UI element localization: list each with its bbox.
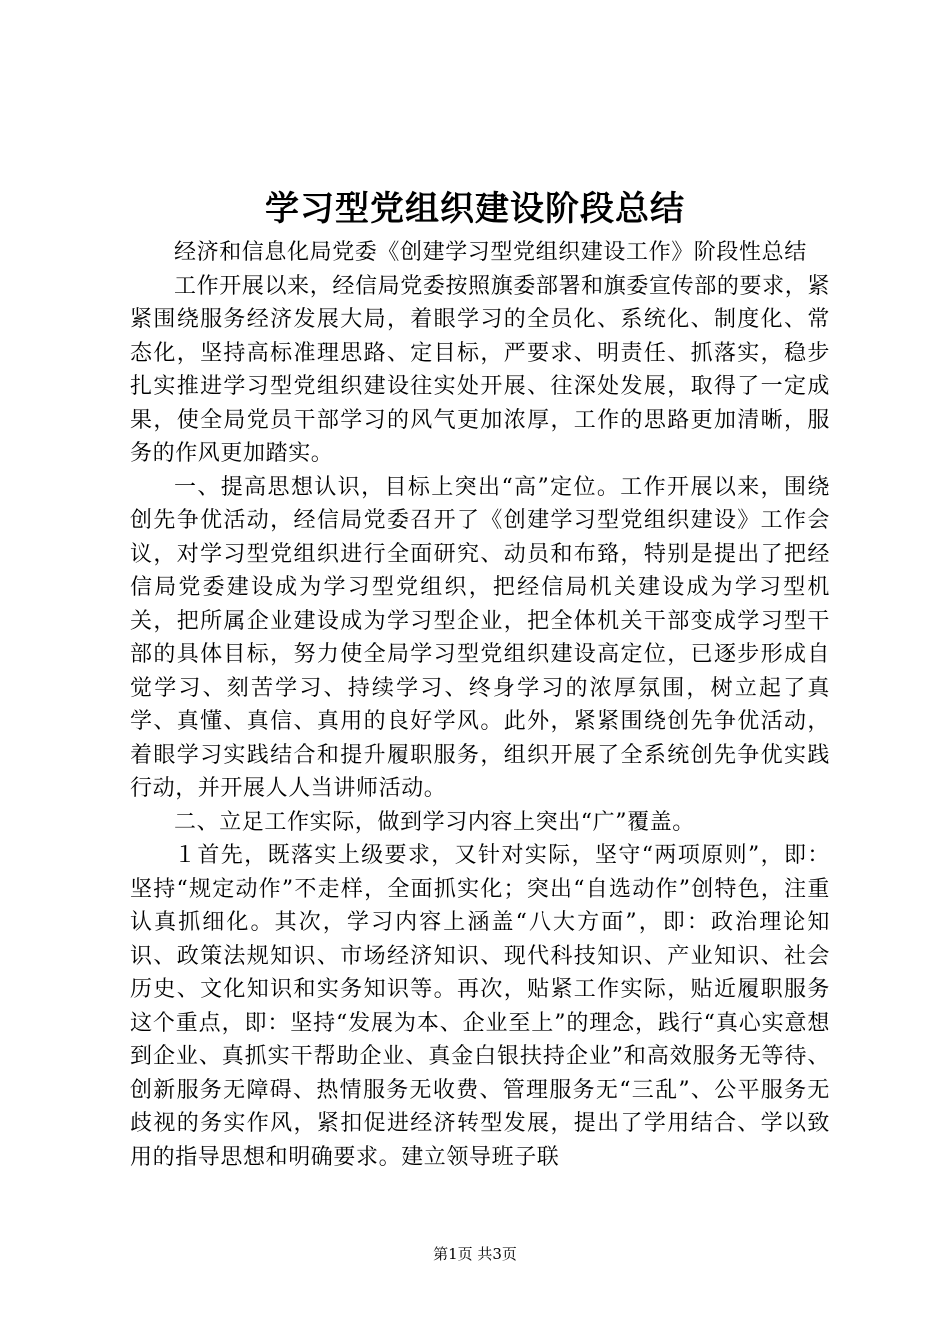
paragraph-section-one: 一、提高思想认识，目标上突出“高”定位。工作开展以来，围绕创先争优活动，经信局党委召开了《创建学习型党组织建设》工作会议，对学习型党组织进行全面研究、动员和布臵，特别是提出了把经信局党委建设成为学习型党组织，把经信局机关建设成为学习型机关，把所属企业建设成为学习型企业，把全体机关干部变成学习型干部的具体目标，努力使全局学习型党组织建设高定位，已逐步形成自觉学习、刻苦学习、持续学习、终身学习的浓厚氛围，树立起了真学、真懂、真信、真用的良好学风。此外，紧紧围绕创先争优活动，着眼学习实践结合和提升履职服务，组织开展了全系统创先争优实践行动，并开展人人当讲师活动。 (130, 474, 830, 801)
paragraph-section-two-body: １首先，既落实上级要求，又针对实际，坚守“两项原则”，即：坚持“规定动作”不走样，全面抓实化；突出“自选动作”创特色，注重认真抓细化。其次，学习内容上涵盖“八大方面”，即：政治理论知识、政策法规知识、市场经济知识、现代科技知识、产业知识、社会历史、文化知识和实务知识等。再次，贴紧工作实际，贴近履职服务这个重点，即：坚持“发展为本、企业至上”的理念，践行“真心实意想到企业、真抓实干帮助企业、真金白银扶持企业”和高效服务无等待、创新服务无障碍、热情服务无收费、管理服务无“三乱”、公平服务无歧视的务实作风，紧扣促进经济转型发展，提出了学用结合、学以致用的指导思想和明确要求。建立领导班子联 (130, 843, 830, 1170)
page-footer: 第1页 共3页 (433, 1245, 517, 1263)
paragraph-intro: 工作开展以来，经信局党委按照旗委部署和旗委宣传部的要求，紧紧围绕服务经济发展大局，着眼学习的全员化、系统化、制度化、常态化，坚持高标准理思路、定目标，严要求、明责任、抓落实，稳步扎实推进学习型党组织建设往实处开展、往深处发展，取得了一定成果，使全局党员干部学习的风气更加浓厚，工作的思路更加清晰，服务的作风更加踏实。 (130, 273, 830, 466)
paragraph-subtitle: 经济和信息化局党委《创建学习型党组织建设工作》阶段性总结 (174, 240, 807, 265)
document-body (130, 236, 830, 1174)
paragraph-section-two-heading: 二、立足工作实际，做到学习内容上突出“广”覆盖。 (174, 809, 695, 835)
document-title: 学习型党组织建设阶段总结 (265, 189, 685, 229)
